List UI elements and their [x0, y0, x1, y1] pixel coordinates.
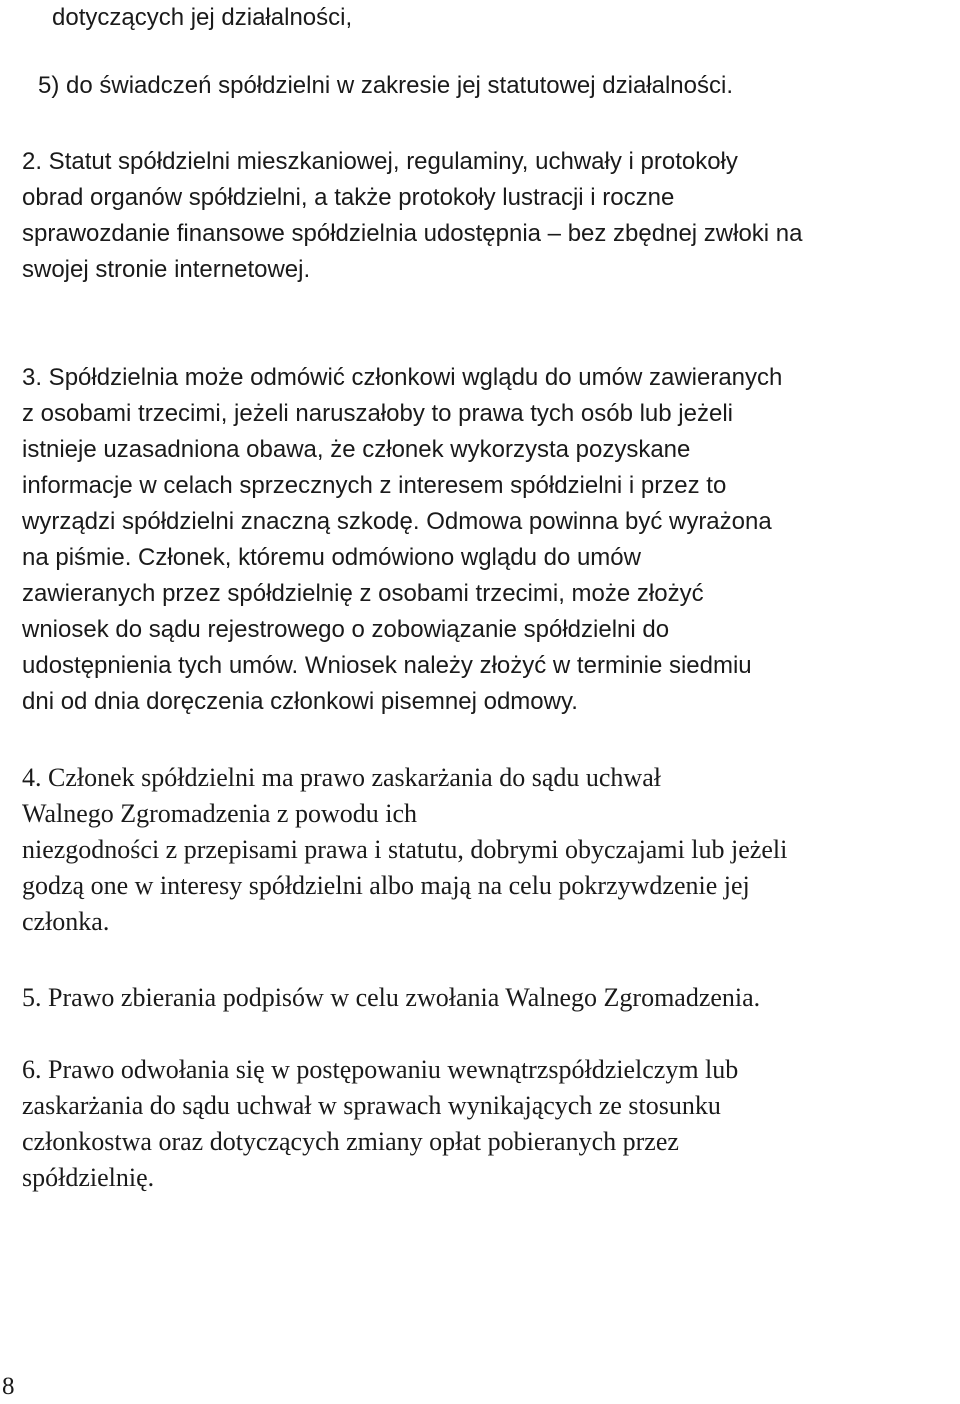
paragraph-2-line: 2. Statut spółdzielni mieszkaniowej, regulaminy, uchwały i protokoły [22, 148, 738, 175]
paragraph-4-line: godzą one w interesy spółdzielni albo mają na celu pokrzywdzenie jej [22, 871, 750, 900]
paragraph-6-line: 6. Prawo odwołania się w postępowaniu wewnątrzspółdzielczym lub [22, 1055, 739, 1084]
paragraph-3-line: informacje w celach sprzecznych z interesem spółdzielni i przez to [22, 472, 727, 499]
paragraph-3-line: wyrządzi spółdzielni znaczną szkodę. Odmowa powinna być wyrażona [22, 508, 772, 535]
paragraph-3-line: udostępnienia tych umów. Wniosek należy złożyć w terminie siedmiu [22, 652, 752, 679]
paragraph-5-line: 5. Prawo zbierania podpisów w celu zwołania Walnego Zgromadzenia. [22, 983, 761, 1012]
paragraph-3-line: dni od dnia doręczenia członkowi pisemnej odmowy. [22, 688, 578, 715]
paragraph-3-line: na piśmie. Członek, któremu odmówiono wglądu do umów [22, 544, 641, 571]
paragraph-4-line: niezgodności z przepisami prawa i statutu, dobrymi obyczajami lub jeżeli [22, 835, 788, 864]
paragraph-3-line: wniosek do sądu rejestrowego o zobowiązanie spółdzielni do [22, 616, 670, 643]
page-number: 8 [2, 1373, 15, 1400]
list-item-5: 5) do świadczeń spółdzielni w zakresie jej statutowej działalności. [38, 72, 734, 99]
paragraph-6-line: członkostwa oraz dotyczących zmiany opłat pobieranych przez [22, 1127, 679, 1156]
paragraph-2-line: swojej stronie internetowej. [22, 256, 311, 283]
paragraph-4-line: Walnego Zgromadzenia z powodu ich [22, 799, 417, 828]
paragraph-4-line: członka. [22, 907, 110, 936]
paragraph-6-line: spółdzielnię. [22, 1163, 155, 1192]
paragraph-2-line: obrad organów spółdzielni, a także protokoły lustracji i roczne [22, 184, 675, 211]
paragraph-2-line: sprawozdanie finansowe spółdzielnia udostępnia – bez zbędnej zwłoki na [22, 220, 803, 247]
paragraph-4-line: 4. Członek spółdzielni ma prawo zaskarżania do sądu uchwał [22, 763, 661, 792]
paragraph-3-line: 3. Spółdzielnia może odmówić członkowi wglądu do umów zawieranych [22, 364, 783, 391]
paragraph-6-line: zaskarżania do sądu uchwał w sprawach wynikających ze stosunku [22, 1091, 721, 1120]
paragraph-3-line: istnieje uzasadniona obawa, że członek wykorzysta pozyskane [22, 436, 691, 463]
paragraph-3-line: z osobami trzecimi, jeżeli naruszałoby to prawa tych osób lub jeżeli [22, 400, 733, 427]
paragraph-3-line: zawieranych przez spółdzielnię z osobami trzecimi, może złożyć [22, 580, 704, 607]
fragment-line-1: dotyczących jej działalności, [52, 4, 353, 31]
